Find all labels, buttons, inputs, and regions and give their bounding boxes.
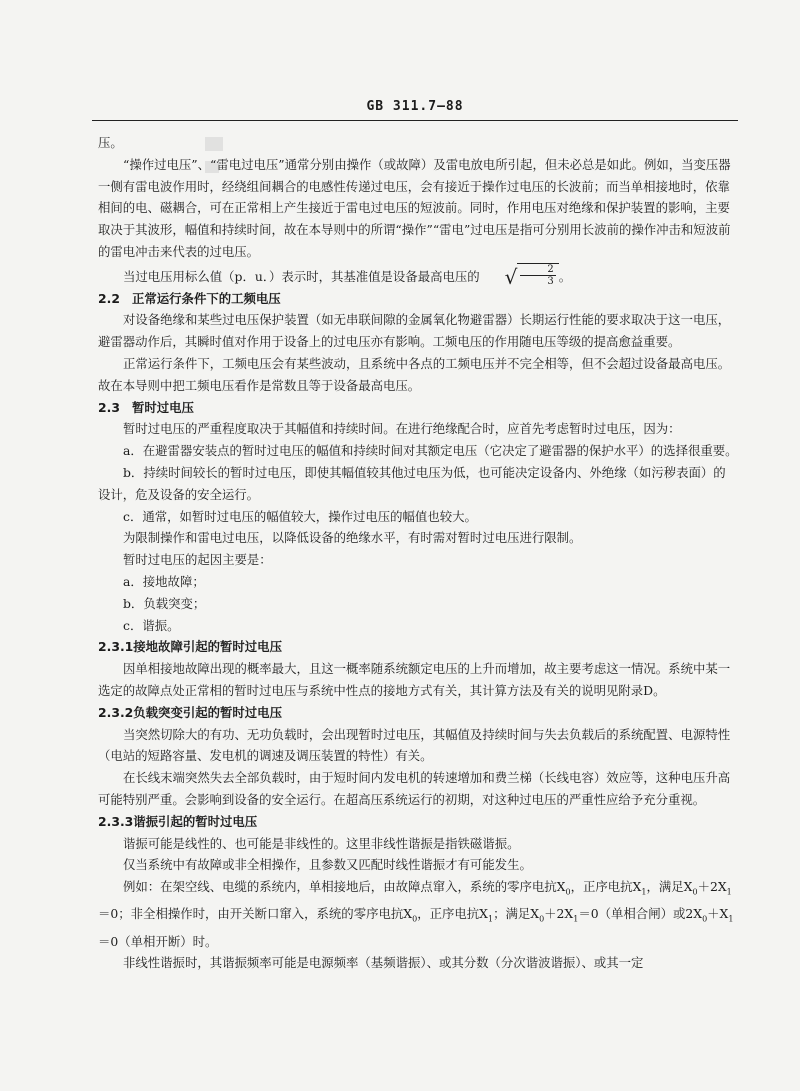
section-number: 2.2 xyxy=(98,290,120,306)
paragraph: “操作过电压”、“雷电过电压”通常分别由操作（或故障）及雷电放电所引起，但未必总是如此。例如，当变压器一侧有雷电波作用时，经绕组间耦合的电感性传递过电压，会有接近于操作过电压的长波前；而当单相接地时，依靠相间的电、磁耦合，可在正常相上产生接近于雷电过电压的短波前。同时，作用电压对绝缘和保护装置的影响，主要取决于其波形，幅值和持续时间，故在本导则中的所谓“操作”“雷电”过电压是指可分别用长波前的操作冲击和短波前的雷电冲击来代表的过电压。 xyxy=(98,156,731,259)
text-run: 例如：在架空线、电缆的系统内，单相接地后，由故障点窜入，系统的零序电抗X xyxy=(123,879,566,895)
text-run: ＋X xyxy=(707,906,729,922)
fraction-denominator: 3 xyxy=(547,276,554,288)
paragraph: 暂时过电压的严重程度取决于其幅值和持续时间。在进行绝缘配合时，应首先考虑暂时过电压，因为： xyxy=(123,421,681,437)
subscript: 0 xyxy=(412,914,418,924)
text-run: ＝0（单相合闸）或2X xyxy=(578,906,703,922)
header-rule xyxy=(92,120,738,121)
list-item: b．持续时间较长的暂时过电压，即使其幅值较其他过电压为低，也可能决定设备内、外绝缘（如污秽表面）的设计，危及设备的安全运行。 xyxy=(98,464,726,502)
section-title: 负载突变引起的暂时过电压 xyxy=(133,704,282,720)
subscript: 1 xyxy=(726,887,732,897)
text-run: ；满足X xyxy=(493,906,540,922)
subscript: 0 xyxy=(565,887,571,897)
section-number: 2.3 xyxy=(98,399,120,415)
list-item: a．接地故障； xyxy=(123,573,205,589)
paragraph: 因单相接地故障出现的概率最大，且这一概率随系统额定电压的上升而增加，故主要考虑这一情况。系统中某一选定的故障点处正常相的暂时过电压与系统中性点的接地方式有关，其计算方法及有关的说明见附录D。 xyxy=(98,661,731,698)
paragraph: 暂时过电压的起因主要是： xyxy=(123,552,272,568)
fraction xyxy=(517,263,558,287)
paragraph-text: 当过电压用标么值（p．u．）表示时，其基准值是设备最高电压的 xyxy=(123,268,480,284)
text-run: ＝0（单相开断）时。 xyxy=(98,933,218,949)
subscript: 0 xyxy=(539,914,545,924)
section-heading xyxy=(98,288,738,310)
paragraph: 正常运行条件下，工频电压会有某些波动，且系统中各点的工频电压并不完全相等，但不会超过设备最高电压。故在本导则中把工频电压看作是常数且等于设备最高电压。 xyxy=(98,355,731,393)
text-run: ＋2X xyxy=(544,906,574,922)
paragraph-text: 。 xyxy=(558,268,572,284)
section-title: 暂时过电压 xyxy=(132,399,194,415)
section-heading xyxy=(98,702,738,724)
section-heading xyxy=(98,397,738,419)
section-number: 2.3.1 xyxy=(98,639,134,655)
text-run: ，正序电抗X xyxy=(570,879,642,895)
paragraph-base-value xyxy=(98,266,738,288)
section-heading xyxy=(98,636,738,658)
paragraph-continued: 压。 xyxy=(98,135,123,150)
text-run: ＋2X xyxy=(697,879,727,895)
paragraph: 在长线末端突然失去全部负载时，由于短时间内发电机的转速增加和费兰梯（长线电容）效应等，这种电压升高可能特别严重。会影响到设备的安全运行。在超高压系统运行的初期，对这种过电压的严重性应给予充分重视。 xyxy=(98,770,731,807)
section-title: 正常运行条件下的工频电压 xyxy=(132,290,281,306)
list-item: a．在避雷器安装点的暂时过电压的幅值和持续时间对其额定电压（它决定了避雷器的保护水平）的选择很重要。 xyxy=(123,443,738,459)
paragraph: 当突然切除大的有功、无功负载时，会出现暂时过电压，其幅值及持续时间与失去负载后的系统配置、电源特性（电站的短路容量、发电机的调速及调压装置的特性）有关。 xyxy=(98,726,731,764)
paragraph: 谐振可能是线性的、也可能是非线性的。这里非线性谐振是指铁磁谐振。 xyxy=(123,835,520,851)
section-number: 2.3.3 xyxy=(98,813,134,829)
section-heading xyxy=(98,811,738,833)
subscript: 1 xyxy=(487,914,494,924)
subscript: 1 xyxy=(641,887,647,897)
paragraph-formula xyxy=(98,876,738,952)
text-run: ＝0；非全相操作时，由开关断口窜入，系统的零序电抗X xyxy=(98,906,413,922)
section-title: 接地故障引起的暂时过电压 xyxy=(133,639,282,655)
list-item: c．谐振。 xyxy=(123,617,180,633)
page-header xyxy=(92,97,738,127)
subscript: 0 xyxy=(692,887,698,897)
list-item: c．通常，如暂时过电压的幅值较大，操作过电压的幅值也较大。 xyxy=(123,508,477,524)
sqrt-formula xyxy=(480,264,559,290)
fraction-numerator: 2 xyxy=(520,264,555,276)
subscript: 1 xyxy=(573,914,579,924)
text-run: ，满足X xyxy=(646,879,693,895)
section-title: 谐振引起的暂时过电压 xyxy=(133,813,258,829)
paragraph: 仅当系统中有故障或非全相操作，且参数又匹配时线性谐振才有可能发生。 xyxy=(123,857,532,873)
subscript: 1 xyxy=(728,914,734,924)
list-item: b．负载突变； xyxy=(123,595,206,611)
standard-number: GB 311.7—88 xyxy=(366,99,464,114)
text-run: ，正序电抗X xyxy=(417,906,488,922)
subscript: 0 xyxy=(702,914,708,924)
document-body xyxy=(98,132,738,974)
paragraph: 为限制操作和雷电过电压，以降低设备的绝缘水平，有时需对暂时过电压进行限制。 xyxy=(123,530,582,546)
paragraph: 对设备绝缘和某些过电压保护装置（如无串联间隙的金属氧化物避雷器）长期运行性能的要求取决于这一电压，避雷器动作后，其瞬时值对作用于设备上的过电压亦有影响。工频电压的作用随电压等级的提高愈益重要。 xyxy=(98,312,731,350)
section-number: 2.3.2 xyxy=(98,704,134,720)
paragraph: 非线性谐振时，其谐振频率可能是电源频率（基频谐振）、或其分数（分次谐波谐振）、或其一定 xyxy=(123,955,644,971)
radical-sign: √ xyxy=(504,265,518,290)
